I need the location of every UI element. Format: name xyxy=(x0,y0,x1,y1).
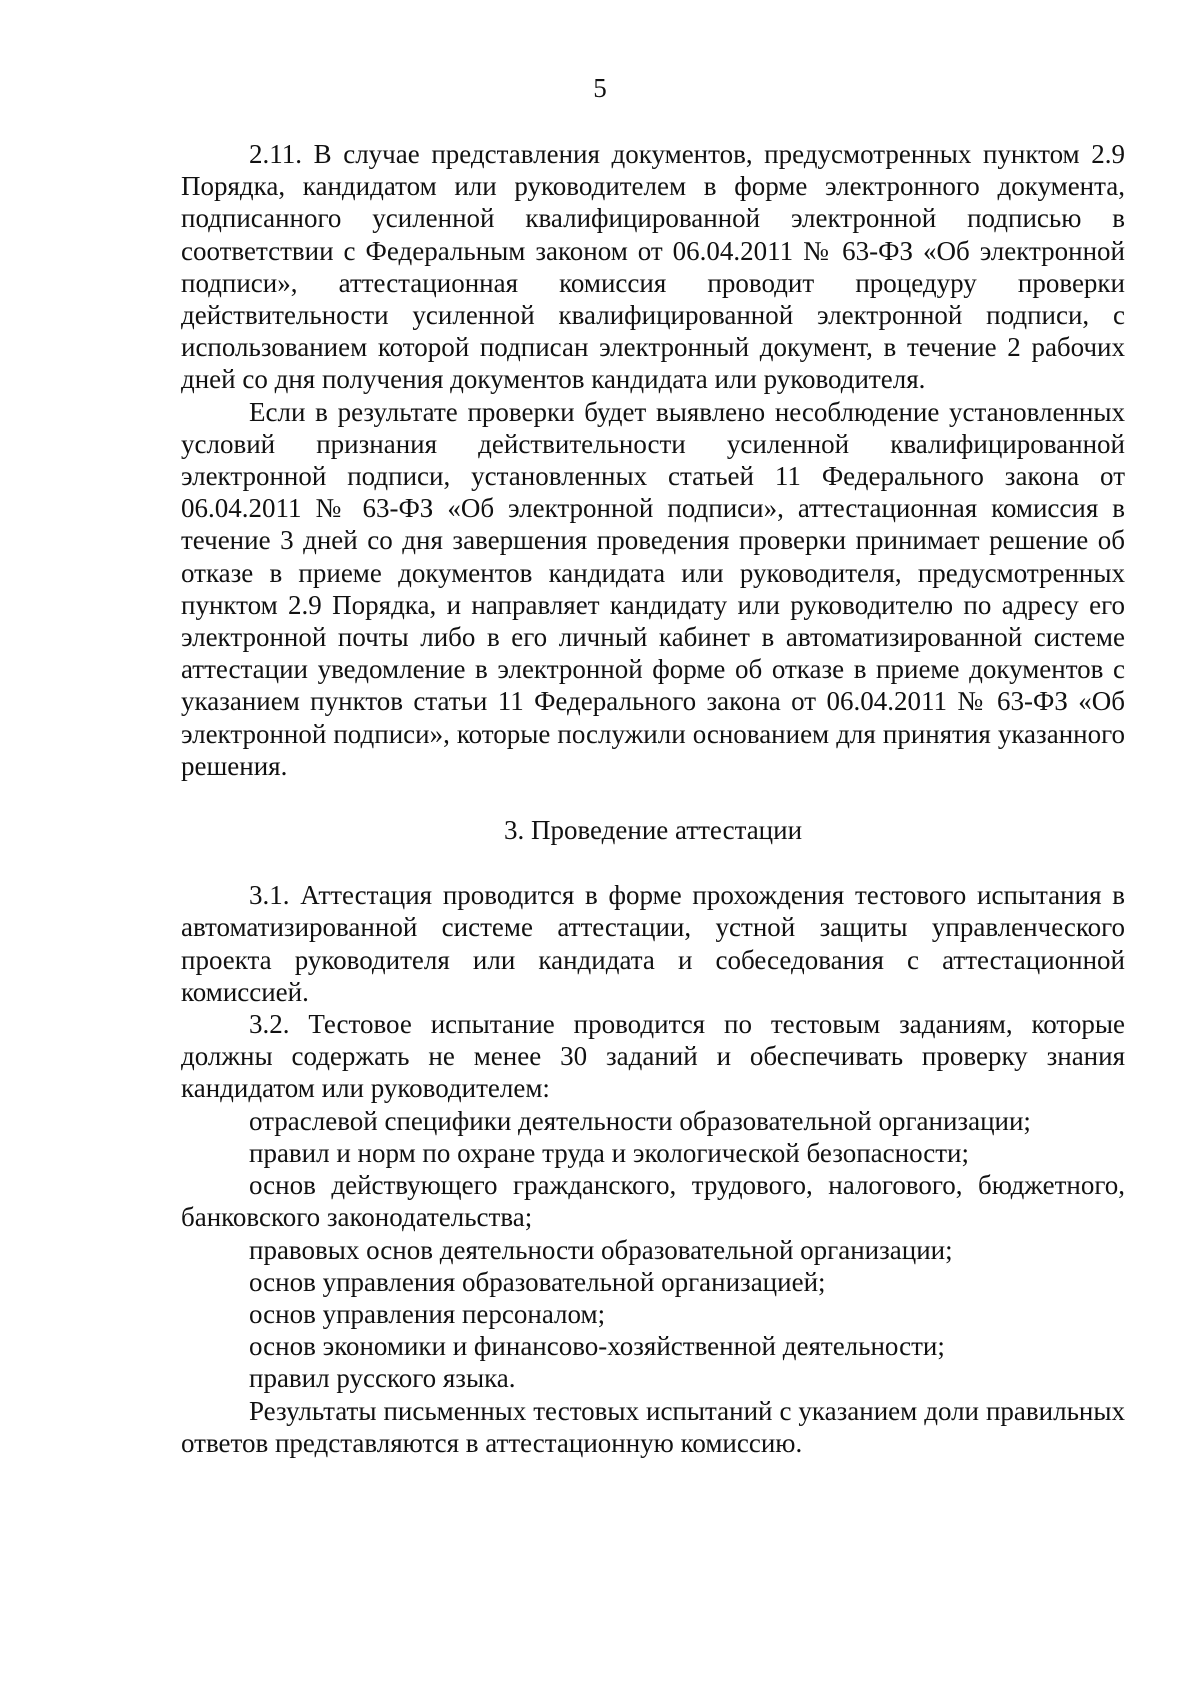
list-item: основ управления персоналом; xyxy=(249,1298,606,1329)
list-item: основ управления образовательной организацией; xyxy=(249,1266,826,1297)
paragraph-3-2: 3.2. Тестовое испытание проводится по тестовым заданиям, которые должны содержать не менее 30 заданий и обеспечивать проверку знания кандидатом или руководителем: xyxy=(181,1009,1125,1104)
list-item: основ действующего гражданского, трудового, налогового, бюджетного, банковского законодательства; xyxy=(181,1170,1125,1233)
list-item: правил русского языка. xyxy=(249,1363,516,1394)
paragraph-test-results: Результаты письменных тестовых испытаний с указанием доли правильных ответов представляются в аттестационную комиссию. xyxy=(181,1395,1125,1458)
paragraph-verification-result: Если в результате проверки будет выявлено несоблюдение установленных условий признания действительности усиленной квалифицированной электронной подписи, установленных статьей 11 Федерального закона от 06.04.2011 № 63-ФЗ «Об электронной подписи», аттестационная комиссия в течение 3 дней со дня завершения проведения проверки принимает решение об отказе в приеме документов кандидата или руководителя, предусмотренных пунктом 2.9 Порядка, и направляет кандидату или руководителю по адресу его электронной почты либо в его личный кабинет в автоматизированной системе аттестации уведомление в электронной форме об отказе в приеме документов с указанием пунктов статьи 11 Федерального закона от 06.04.2011 № 63-ФЗ «Об электронной подписи», которые послужили основанием для принятия указанного решения. xyxy=(181,396,1125,781)
paragraph-2-11: 2.11. В случае представления документов, предусмотренных пунктом 2.9 Порядка, кандидатом или руководителем в форме электронного документа, подписанного усиленной квалифицированной электронной подписью в соответствии с Федеральным законом от 06.04.2011 № 63-ФЗ «Об электронной подписи», аттестационная комиссия проводит процедуру проверки действительности усиленной квалифицированной электронной подписи, с использованием которой подписан электронный документ, в течение 2 рабочих дней со дня получения документов кандидата или руководителя. xyxy=(181,139,1125,395)
page-number: 5 xyxy=(593,73,607,103)
paragraph-3-1: 3.1. Аттестация проводится в форме прохождения тестового испытания в автоматизированной системе аттестации, устной защиты управленческого проекта руководителя или кандидата и собеседования с аттестационной комиссией. xyxy=(181,880,1125,1007)
list-item: правовых основ деятельности образовательной организации; xyxy=(249,1234,953,1265)
section-heading: 3. Проведение аттестации xyxy=(503,815,803,846)
document-body xyxy=(181,138,1125,1459)
list-item: отраслевой специфики деятельности образовательной организации; xyxy=(249,1105,1031,1136)
list-item: основ экономики и финансово-хозяйственной деятельности; xyxy=(249,1331,945,1362)
list-item: правил и норм по охране труда и экологической безопасности; xyxy=(249,1137,969,1168)
